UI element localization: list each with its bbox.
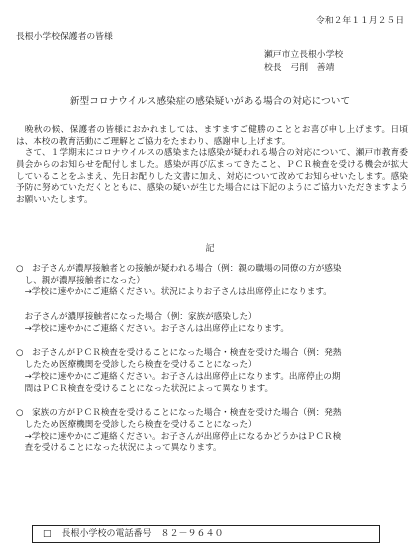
notice-item-line: →学校に速やかにご連絡ください。状況によりお子さんは出席停止になります。 xyxy=(16,287,332,298)
body-text xyxy=(16,125,408,207)
body-paragraph: さて、１学期末にコロナウイルスの感染または感染が疑われる場合の対応について、瀬戸市教育委員会からのお知らせを配付しました。感染が再び広まってきたこと、ＰＣＲ検査を受ける機会が拡大していることをふまえ、先日お配りした文書に加え、対応について改めてお知らせいたします。感染予防に努めていただくとともに、感染の疑いが生じた場合には下記のようにご協力いただきますようお願いいたします。 xyxy=(16,148,408,206)
notice-item-line: 間はＰＣＲ検査を受けることになった状況によって異なります。 xyxy=(16,383,274,394)
notice-item-line: ○ 家族の方がＰＣＲ検査を受けることになった場合・検査を受けた場合（例：発熱 xyxy=(16,408,342,419)
notice-item-line: →学校に速やかにご連絡ください。お子さんは出席停止になります。 xyxy=(16,323,289,334)
notice-item-line: ○ お子さんが濃厚接触者との接触が疑われる場合（例：親の職場の同僚の方が感染 xyxy=(16,264,342,274)
notice-item-line: お子さんが濃厚接触者になった場合（例：家族が感染した） xyxy=(16,312,257,323)
notice-item-line: 査を受けることになった状況によって異なります。 xyxy=(16,443,222,454)
notice-item-line: ○ お子さんがＰＣＲ検査を受けることになった場合・検査を受けた場合（例：発熱 xyxy=(16,348,342,359)
sender-principal: 校長 弓削 善靖 xyxy=(264,63,335,73)
recipient-line: 長根小学校保護者の皆様 xyxy=(16,32,113,42)
notice-item xyxy=(16,312,408,335)
notice-item xyxy=(16,408,408,455)
notice-item xyxy=(16,264,408,299)
checkbox-square-icon: □ xyxy=(43,528,52,539)
contact-box xyxy=(32,525,380,543)
notice-item-line: したため医療機関を受診したら検査を受けることになった） xyxy=(16,360,257,371)
notice-items xyxy=(16,264,408,468)
notice-item-line: →学校に速やかにご連絡ください。お子さんが出席停止になるかどうかはＰＣＲ検 xyxy=(16,431,342,442)
notice-item-line: したため医療機関を受診したら検査を受けることになった） xyxy=(16,419,257,430)
contact-phone-text: 長根小学校の電話番号 ８２－９６４０ xyxy=(61,528,224,539)
document-date: 令和２年１１月２５日 xyxy=(316,16,404,26)
notice-item-line: →学校に速やかにご連絡ください。お子さんは出席停止になります。出席停止の期 xyxy=(16,371,341,382)
body-paragraph: 晩秋の候、保護者の皆様におかれましては、ますますご健勝のこととお喜び申し上げます。日頃は、本校の教育活動にご理解とご協力をたまわり、感謝申し上げます。 xyxy=(16,125,408,147)
ki-heading: 記 xyxy=(205,244,215,254)
notice-item xyxy=(16,348,408,395)
sender-school: 瀬戸市立長根小学校 xyxy=(264,50,344,60)
notice-item-line: し、親が濃厚接触者になった） xyxy=(16,275,145,286)
document-title: 新型コロナウイルス感染症の感染疑いがある場合の対応について xyxy=(69,96,351,107)
